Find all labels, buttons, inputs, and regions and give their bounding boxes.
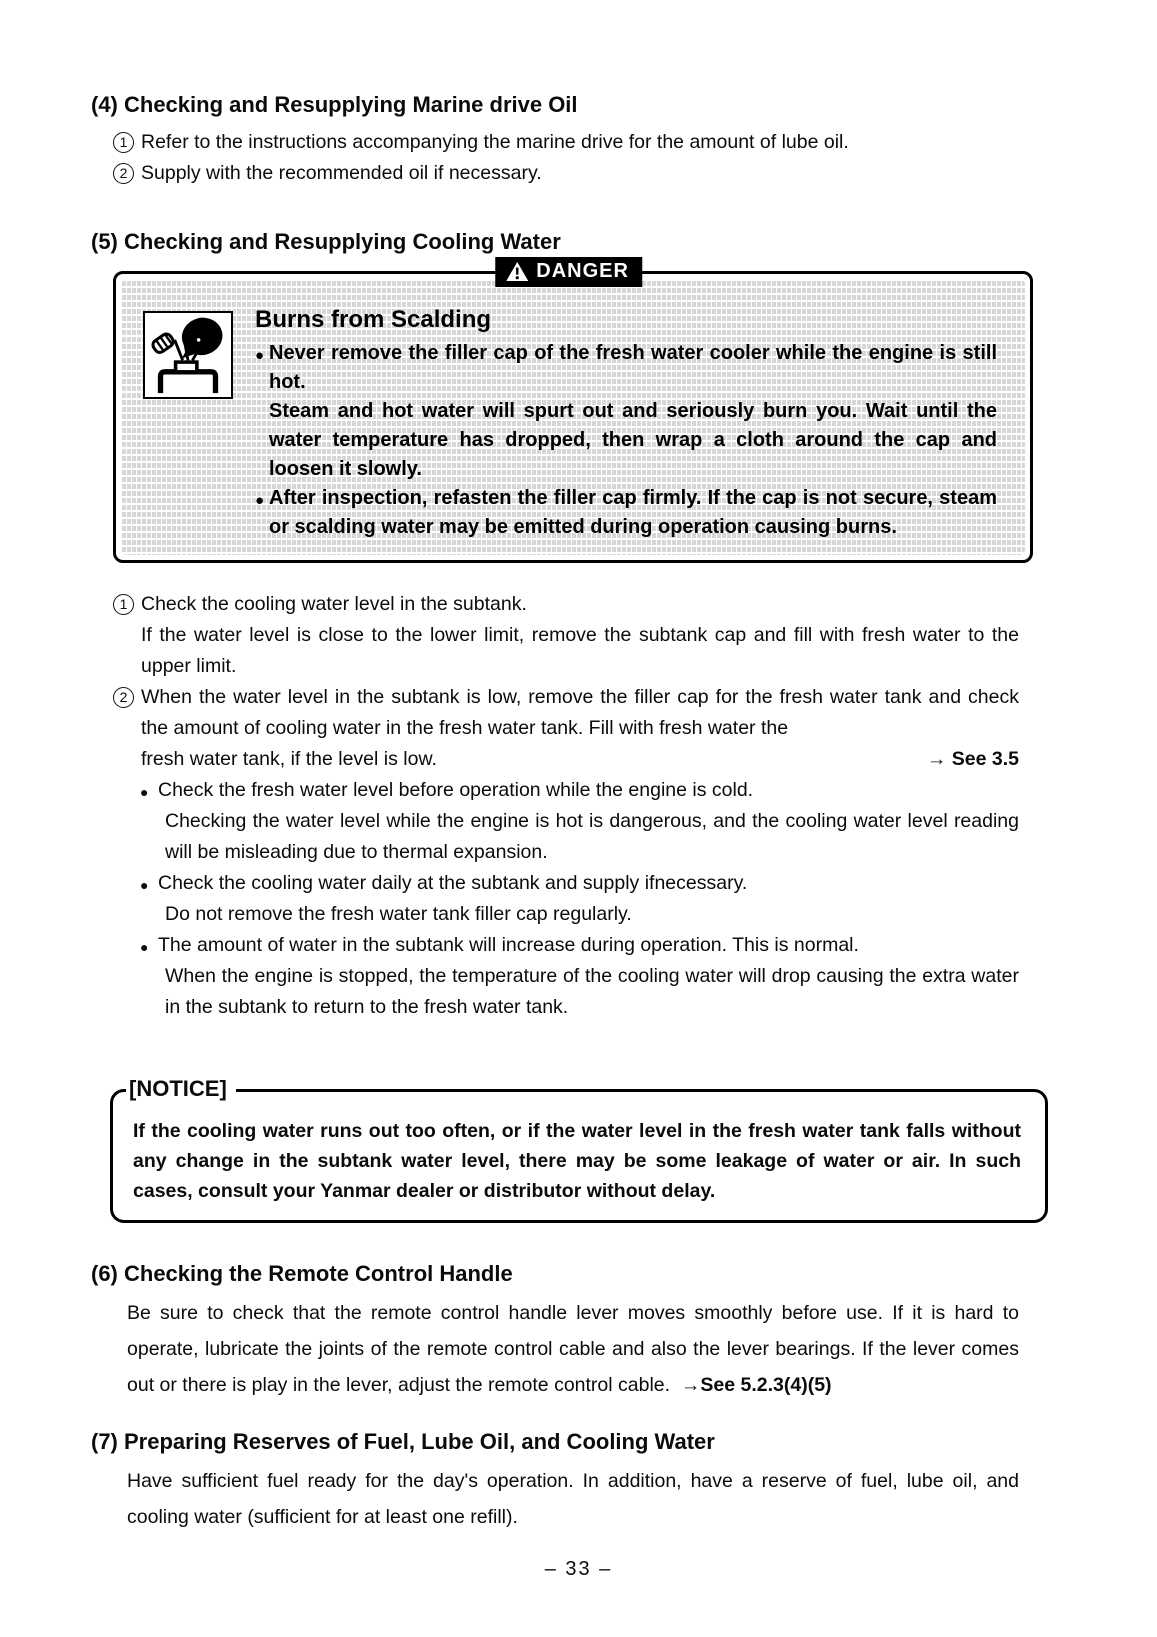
bullet-item (140, 868, 1019, 930)
page-number: – 33 – (544, 1558, 613, 1580)
bullet-text: Check the fresh water level before operation while the engine is cold. (158, 779, 754, 801)
bullet-text: Check the cooling water daily at the subtank and supply ifnecessary. (158, 872, 748, 894)
section-7-heading: (7) Preparing Reserves of Fuel, Lube Oil, and Cooling Water (91, 1429, 715, 1454)
bullet-body (158, 868, 1019, 930)
bullet-item (140, 930, 1019, 1023)
notice-box (110, 1076, 1048, 1223)
danger-text-column (255, 305, 997, 543)
list-item (113, 158, 1019, 189)
circled-number-icon: 1 (113, 594, 134, 615)
section-6-heading: (6) Checking the Remote Control Handle (91, 1261, 513, 1286)
cross-reference-row (141, 744, 1019, 775)
scalding-steam-face-icon (148, 316, 228, 394)
list-item-text: Refer to the instructions accompanying the marine drive for the amount of lube oil. (141, 131, 849, 153)
list-item-body (141, 682, 1019, 775)
bullet-icon: ● (140, 939, 149, 955)
list-item-text: Check the cooling water level in the subtank. (141, 593, 527, 615)
bullet-text: When the engine is stopped, the temperature of the cooling water will drop causing the extra water in the subtank to return to the fresh water tank. (165, 965, 1019, 1018)
bullet-text: Checking the water level while the engine is hot is dangerous, and the cooling water level reading will be misleading due to thermal expansion. (165, 810, 1019, 863)
danger-warning-box (113, 260, 1033, 563)
danger-label (495, 257, 642, 287)
danger-paragraph: Never remove the filler cap of the fresh water cooler while the engine is still hot. (269, 342, 997, 393)
notice-body: If the cooling water runs out too often, or if the water level in the fresh water tank falls without any change in the subtank water level, there may be some leakage of water or air. In such cases, consult your Yanmar dealer or distributor without delay. (133, 1120, 1021, 1202)
danger-paragraph: Steam and hot water will spurt out and seriously burn you. Wait until the water temperature has dropped, then wrap a cloth around the cap and loosen it slowly. (269, 400, 997, 480)
section-5-heading: (5) Checking and Resupplying Cooling Water (91, 229, 561, 254)
list-item-text: fresh water tank, if the level is low. (141, 748, 437, 770)
danger-box-content (121, 279, 1025, 555)
danger-paragraph: After inspection, refasten the filler cap firmly. If the cap is not secure, steam or scalding water may be emitted during operation causing burns. (269, 487, 997, 538)
section-7-body: Have sufficient fuel ready for the day's operation. In addition, have a reserve of fuel, lube oil, and cooling water (sufficient for at least one refill). (127, 1470, 1019, 1528)
list-item (113, 589, 1019, 682)
list-item-text: When the water level in the subtank is low, remove the filler cap for the fresh water tank and check the amount of cooling water in the fresh water tank. Fill with fresh water the (141, 686, 1019, 739)
danger-bullet-body (269, 484, 997, 542)
danger-label-text: DANGER (536, 260, 629, 282)
danger-bullet-item (255, 484, 997, 542)
section-4-items (113, 127, 1019, 189)
section-6-body (127, 1295, 1019, 1403)
bullet-icon: ● (140, 784, 149, 800)
danger-hazard-title: Burns from Scalding (255, 306, 492, 333)
bullet-text: The amount of water in the subtank will increase during operation. This is normal. (158, 934, 859, 956)
notice-title: [NOTICE] (126, 1075, 236, 1103)
bullet-item (140, 775, 1019, 868)
section-4-heading: (4) Checking and Resupplying Marine drive Oil (91, 92, 578, 117)
circled-number-icon: 1 (113, 132, 134, 153)
list-item (113, 127, 1019, 158)
bullet-icon: ● (140, 877, 149, 893)
danger-bullet-body (269, 339, 997, 484)
list-item-body (141, 589, 1019, 682)
list-item-text: Supply with the recommended oil if necessary. (141, 162, 542, 184)
see-reference: → See 3.5 (926, 748, 1019, 770)
danger-bullet-item (255, 339, 997, 484)
bullet-icon: ● (255, 347, 265, 364)
list-item-text: If the water level is close to the lower limit, remove the subtank cap and fill with fresh water to the upper limit. (141, 624, 1019, 677)
bullet-body (158, 775, 1019, 868)
scalding-pictogram-frame (143, 311, 233, 399)
list-item (113, 682, 1019, 775)
bullet-body (158, 930, 1019, 1023)
see-reference: →See 5.2.3(4)(5) (680, 1374, 832, 1396)
bullet-icon: ● (255, 492, 265, 509)
section-6-text: Be sure to check that the remote control handle lever moves smoothly before use. If it is hard to operate, lubricate the joints of the remote control cable and also the lever bearings. If the lever comes out or there is play in the lever, adjust the remote control cable. (127, 1302, 1019, 1396)
warning-triangle-icon (506, 262, 528, 281)
circled-number-icon: 2 (113, 687, 134, 708)
circled-number-icon: 2 (113, 163, 134, 184)
cooling-water-checklist (113, 589, 1019, 1023)
bullet-text: Do not remove the fresh water tank filler cap regularly. (165, 903, 632, 925)
